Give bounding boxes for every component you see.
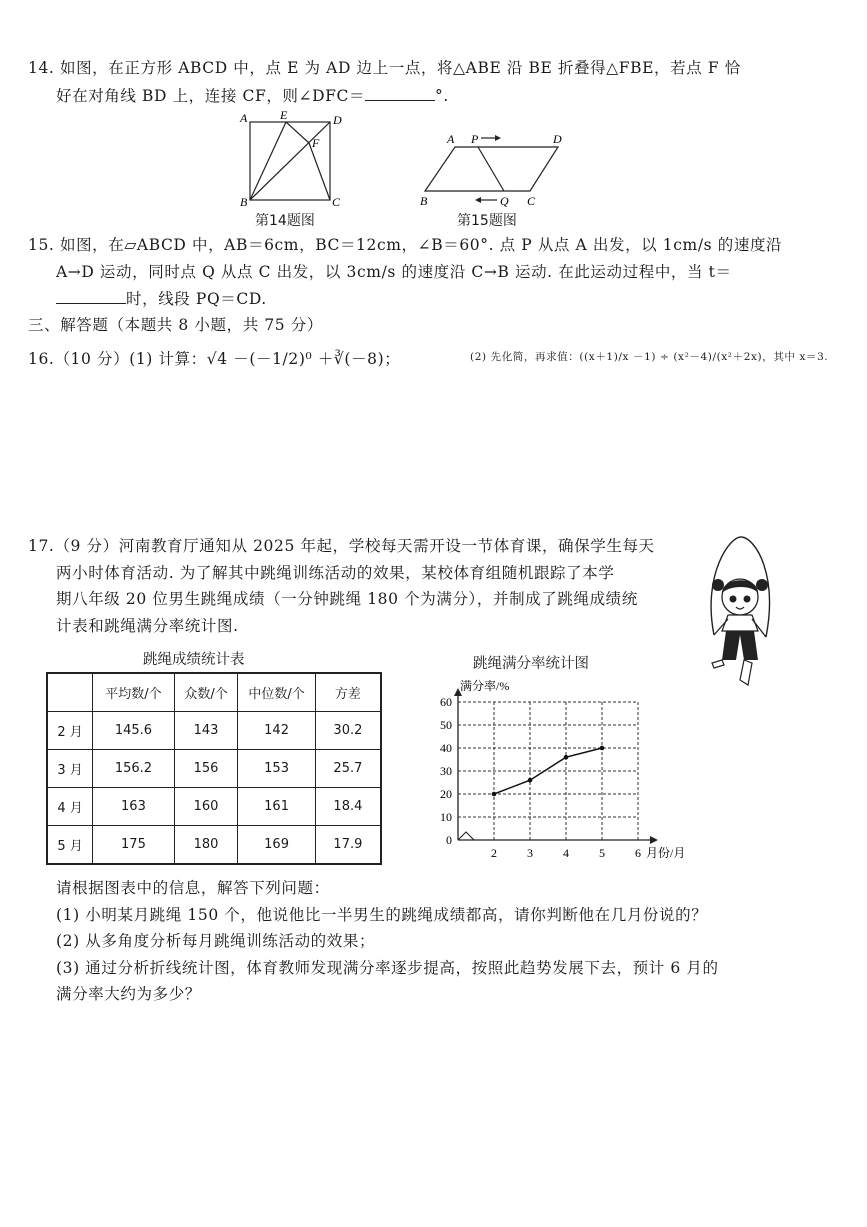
- table-cell: 17.9: [315, 826, 381, 865]
- y-tick-label: 10: [440, 810, 452, 824]
- q14-label-b: B: [240, 195, 248, 209]
- q14-text-line2-b: °.: [435, 87, 449, 105]
- y-tick-label: 30: [440, 764, 452, 778]
- q15-answer-blank[interactable]: [56, 289, 126, 304]
- section3-title: 三、解答题（本题共 8 小题，共 75 分）: [28, 316, 323, 334]
- table-cell: 153: [238, 750, 315, 788]
- table-cell: 25.7: [315, 750, 381, 788]
- q15-label-c: C: [527, 194, 536, 208]
- q15-text-line1: 15. 如图，在▱ABCD 中，AB＝6cm，BC＝12cm，∠B＝60°. 点 P 从点 A 出发，以 1cm/s 的速度沿: [28, 236, 783, 254]
- table-cell: 160: [174, 788, 238, 826]
- q15-label-a: A: [447, 132, 455, 146]
- q15-arrowhead-q: [475, 197, 481, 203]
- y-tick-label: 50: [440, 718, 452, 732]
- q14-segment-ef: [286, 122, 309, 143]
- table-header-cell: 平均数/个: [93, 673, 175, 712]
- table-cell: 161: [238, 788, 315, 826]
- q14-label-e: E: [280, 110, 288, 122]
- y-tick-label: 40: [440, 741, 452, 755]
- data-point: [564, 755, 569, 760]
- table-cell: 4 月: [47, 788, 93, 826]
- x-axis-arrow: [650, 836, 658, 844]
- table-cell: 143: [174, 712, 238, 750]
- x-tick-label: 5: [599, 846, 605, 860]
- y-tick-label: 0: [446, 833, 452, 847]
- stats-table-header-row: [47, 673, 381, 712]
- q16-part1: 16.（10 分）(1) 计算：√4 －(－1/2)⁰ ＋∛(－8)；: [28, 350, 401, 368]
- q15-text-line3-b: 时，线段 PQ＝CD.: [126, 290, 267, 308]
- q15-label-q: Q: [500, 194, 509, 208]
- q15-figure: [415, 125, 575, 210]
- table-cell: 169: [238, 826, 315, 865]
- table-cell: 3 月: [47, 750, 93, 788]
- stats-table: [46, 672, 382, 865]
- table-cell: 163: [93, 788, 175, 826]
- table-row: [47, 788, 381, 826]
- x-axis-title: 月份/月: [646, 846, 686, 860]
- x-tick-label: 4: [563, 846, 569, 860]
- q14-label-c: C: [332, 195, 341, 209]
- q14-label-d: D: [333, 113, 342, 127]
- q15-segment-pq: [478, 147, 504, 191]
- q14-segment-be: [250, 122, 286, 200]
- q14-text-line2-a: 好在对角线 BD 上，连接 CF，则∠DFC＝: [56, 87, 366, 105]
- full-score-rate-chart: [430, 676, 700, 866]
- axis-break-mark: [458, 832, 474, 840]
- y-tick-label: 20: [440, 787, 452, 801]
- table-cell: 175: [93, 826, 175, 865]
- q15-text-line3: [56, 287, 267, 309]
- q17-text-line2: 两小时体育活动. 为了解其中跳绳训练活动的效果，某校体育组随机跟踪了本学: [56, 564, 615, 582]
- table-row: [47, 750, 381, 788]
- q14-figure: [230, 110, 350, 210]
- q15-label-d: D: [553, 132, 562, 146]
- q15-arrowhead-p: [495, 135, 501, 141]
- y-axis-title: 满分率/%: [460, 679, 510, 693]
- q14-text-line1: 14. 如图，在正方形 ABCD 中，点 E 为 AD 边上一点，将△ABE 沿 BE 折叠得△FBE，若点 F 恰: [28, 59, 741, 77]
- table-row: [47, 826, 381, 865]
- q14-segment-cf: [309, 143, 330, 200]
- table-cell: 156.2: [93, 750, 175, 788]
- x-tick-label: 3: [527, 846, 533, 860]
- q14-text-line2: [56, 84, 449, 106]
- table-cell: 180: [174, 826, 238, 865]
- q17-text-line3: 期八年级 20 位男生跳绳成绩（一分钟跳绳 180 个为满分），并制成了跳绳成绩统: [56, 590, 638, 608]
- data-point: [600, 746, 605, 751]
- table-cell: 142: [238, 712, 315, 750]
- q17-sub3-line2: 满分率大约为多少？: [56, 985, 201, 1003]
- q15-figure-caption: 第15题图: [457, 213, 517, 229]
- q17-instruction: 请根据图表中的信息，解答下列问题：: [56, 879, 330, 897]
- q15-label-p: P: [471, 132, 479, 146]
- table-cell: 5 月: [47, 826, 93, 865]
- y-tick-label: 60: [440, 695, 452, 709]
- table-cell: 2 月: [47, 712, 93, 750]
- jump-rope-girl-illustration: [700, 535, 780, 695]
- table-header-cell: 众数/个: [174, 673, 238, 712]
- q14-answer-blank[interactable]: [365, 86, 435, 101]
- q17-text-line1: 17.（9 分）河南教育厅通知从 2025 年起，学校每天需开设一节体育课，确保学生每天: [28, 537, 655, 555]
- q17-sub3-line1: (3) 通过分析折线统计图，体育教师发现满分率逐步提高，按照此趋势发展下去，预计 6 月的: [56, 959, 719, 977]
- q14-diagonal-bd: [250, 122, 330, 200]
- q15-label-b: B: [420, 194, 428, 208]
- q17-sub1: (1) 小明某月跳绳 150 个，他说他比一半男生的跳绳成绩都高，请你判断他在几月份说的？: [56, 906, 708, 924]
- data-point: [492, 792, 497, 797]
- x-tick-label: 6: [635, 846, 641, 860]
- stats-table-title: 跳绳成绩统计表: [143, 652, 245, 668]
- x-tick-label: 2: [491, 846, 497, 860]
- q17-sub2: (2) 从多角度分析每月跳绳训练活动的效果；: [56, 932, 376, 950]
- chart-title: 跳绳满分率统计图: [473, 656, 589, 672]
- table-row: [47, 712, 381, 750]
- table-cell: 145.6: [93, 712, 175, 750]
- q14-label-f: F: [312, 136, 320, 150]
- q14-label-a: A: [240, 111, 248, 125]
- table-cell: 30.2: [315, 712, 381, 750]
- table-cell: 156: [174, 750, 238, 788]
- q16-part2: (2) 先化简，再求值：((x＋1)/x －1) ÷ (x²－4)/(x²＋2x)，其中 x＝3.: [470, 351, 829, 363]
- q17-text-line4: 计表和跳绳满分率统计图.: [56, 617, 239, 635]
- table-header-cell: 方差: [315, 673, 381, 712]
- q15-text-line2: A→D 运动，同时点 Q 从点 C 出发，以 3cm/s 的速度沿 C→B 运动. 在此运动过程中，当 t＝: [56, 263, 732, 281]
- q14-figure-caption: 第14题图: [255, 213, 315, 229]
- table-header-cell: 中位数/个: [238, 673, 315, 712]
- table-header-cell: [47, 673, 93, 712]
- table-cell: 18.4: [315, 788, 381, 826]
- data-point: [528, 778, 533, 783]
